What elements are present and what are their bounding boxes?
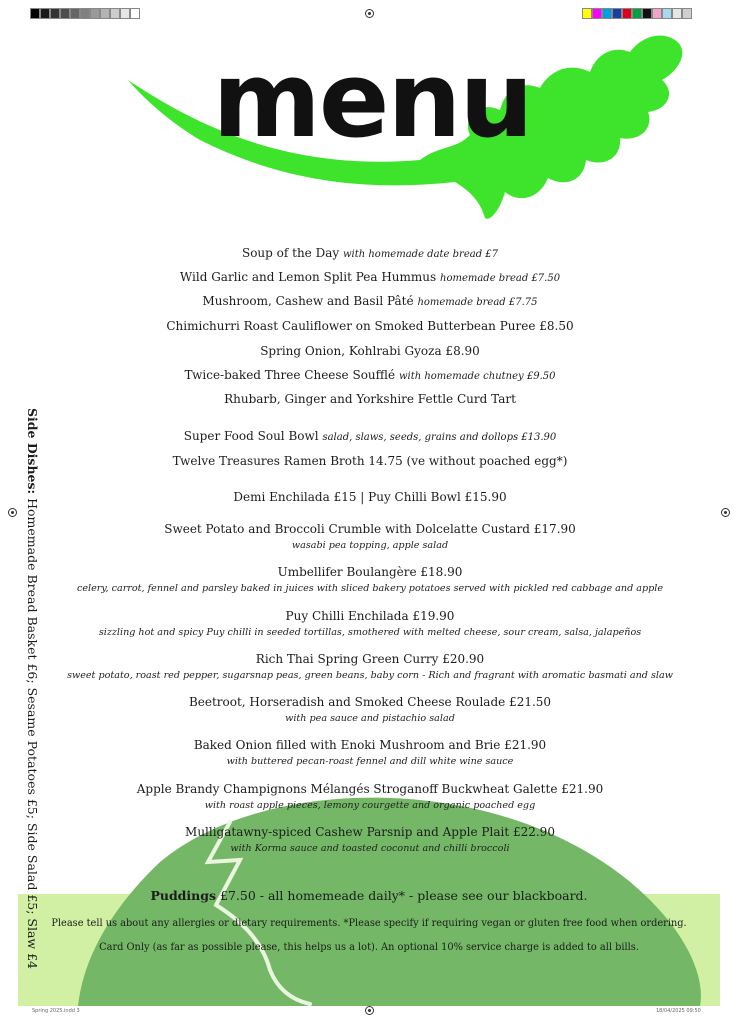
side-dishes-label: Side Dishes: — [25, 408, 40, 495]
puddings-line — [18, 888, 720, 903]
puddings-text: £7.50 - all homemeade daily* - please see our blackboard. — [216, 888, 588, 903]
main-dish-desc: wasabi pea topping, apple salad — [291, 540, 449, 551]
main-dish-desc: celery, carrot, fennel and parsley baked in juices with sliced bakery potatoes served with pickled red cabbage and apple — [76, 583, 664, 594]
dish-item — [40, 344, 700, 358]
dish-name: Super Food Soul Bowl — [183, 429, 319, 443]
menu-title: menu — [212, 39, 532, 161]
main-dish-desc: with Korma sauce and toasted coconut and chilli broccoli — [230, 843, 510, 854]
dish-item — [40, 294, 700, 308]
main-dish-name: Apple Brandy Champignons Mélangés Stroganoff Buckwheat Galette £21.90 — [136, 782, 604, 796]
main-dish-desc: with buttered pecan-roast fennel and dill white wine sauce — [226, 756, 514, 767]
dish-name: Spring Onion, Kohlrabi Gyoza £8.90 — [260, 344, 480, 358]
dish-name: Twice-baked Three Cheese Soufflé — [184, 368, 396, 382]
dish-desc: with homemade chutney £9.50 — [398, 371, 556, 382]
puddings-label: Puddings — [150, 888, 217, 903]
dish-desc: with homemade date bread £7 — [342, 249, 499, 260]
main-dish-desc: sweet potato, roast red pepper, sugarsnap peas, green beans, baby corn - Rich and fragrant with aromatic basmati and slaw — [67, 670, 673, 681]
dish-desc: salad, slaws, seeds, grains and dollops £13.90 — [322, 432, 557, 443]
dish-name: Mushroom, Cashew and Basil Pâté — [202, 294, 414, 308]
dish-desc: homemade bread £7.50 — [440, 273, 561, 284]
dish-name: Rhubarb, Ginger and Yorkshire Fettle Curd Tart — [224, 392, 516, 406]
dish-name: Twelve Treasures Ramen Broth 14.75 (ve without poached egg*) — [172, 454, 568, 468]
main-dish-desc: with pea sauce and pistachio salad — [285, 713, 455, 724]
dish-item — [40, 368, 700, 382]
main-dish-name: Rich Thai Spring Green Curry £20.90 — [255, 652, 485, 666]
main-dish-name: Mulligatawny-spiced Cashew Parsnip and Apple Plait £22.90 — [185, 825, 555, 839]
dish-name: Wild Garlic and Lemon Split Pea Hummus — [179, 270, 437, 284]
dish-name: Demi Enchilada £15 | Puy Chilli Bowl £15.90 — [233, 490, 507, 504]
dish-item — [40, 392, 700, 406]
dish-item — [40, 429, 700, 443]
main-dish-name: Beetroot, Horseradish and Smoked Cheese Roulade £21.50 — [188, 695, 552, 709]
main-dish-name: Sweet Potato and Broccoli Crumble with Dolcelatte Custard £17.90 — [164, 522, 576, 536]
main-dish-name: Baked Onion filled with Enoki Mushroom and Brie £21.90 — [193, 738, 547, 752]
dish-name: Chimichurri Roast Cauliflower on Smoked Butterbean Puree £8.50 — [166, 319, 574, 333]
main-dish-desc: with roast apple pieces, lemony courgette and organic poached egg — [204, 800, 536, 811]
dish-name: Soup of the Day — [241, 246, 340, 260]
side-dishes — [25, 408, 40, 970]
main-dish-desc: sizzling hot and spicy Puy chilli in seeded tortillas, smothered with melted cheese, sour cream, salsa, jalapeños — [98, 627, 642, 638]
dish-desc: homemade bread £7.75 — [417, 297, 538, 308]
dish-item — [40, 454, 700, 468]
main-dish-name: Umbellifer Boulangère £18.90 — [277, 565, 463, 579]
dish-item — [40, 490, 700, 504]
main-dish-name: Puy Chilli Enchilada £19.90 — [285, 609, 455, 623]
dish-item — [40, 270, 700, 284]
side-dishes-text: Homemade Bread Basket £6; Sesame Potatoes £5; Side Salad £5; Slaw £4 — [25, 494, 40, 970]
dish-item — [40, 246, 700, 260]
slug-left: Spring 2025.indd 3 — [32, 1008, 80, 1014]
slug-right: 18/04/2025 09:50 — [656, 1008, 701, 1014]
dish-item — [40, 319, 700, 333]
payment-note: Card Only (as far as possible please, this helps us a lot). An optional 10% service charge is added to all bills. — [99, 942, 639, 953]
allergy-note: Please tell us about any allergies or dietary requirements. *Please specify if requiring vegan or gluten free food when ordering. — [51, 918, 687, 929]
